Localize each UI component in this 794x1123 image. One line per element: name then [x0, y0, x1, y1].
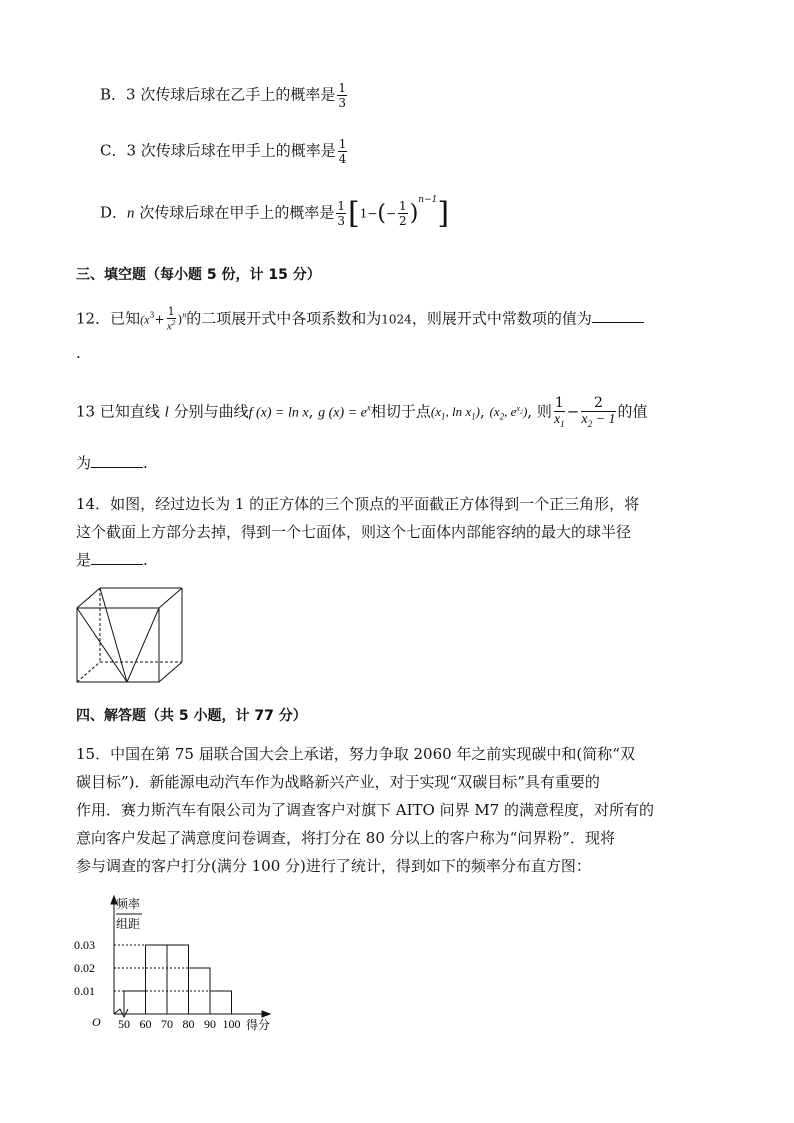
fraction-denominator: $x_2 - 1$ — [581, 412, 616, 429]
histogram-bar — [146, 945, 168, 1014]
q15-line1: 15．中国在第 75 届联合国大会上承诺，努力争取 2060 年之前实现碳中和(简称“双 — [76, 745, 635, 763]
fraction-denominator: 2 — [399, 214, 407, 228]
y-tick-label: 0.03 — [74, 938, 95, 952]
q13-f2-den-rest: − 1 — [592, 412, 616, 427]
option-b-text: B．3 次传球后球在乙手上的概率是 — [100, 85, 336, 104]
q13-p2-rest: , e — [504, 404, 517, 420]
y-label-top: 频率 — [116, 897, 141, 911]
q12-fraction — [167, 306, 176, 333]
q15-line5: 参与调查的客户打分(满分 100 分)进行了统计，得到如下的频率分布直方图： — [76, 857, 591, 875]
right-bracket: ] — [437, 196, 450, 231]
q14-line1: 14．如图，经过边长为 1 的正方体的三个顶点的平面截正方体得到一个正三角形，将 — [76, 495, 640, 513]
q13-l: l — [164, 404, 169, 421]
q13-p2: ($x_2$, $e^{x_2}$) — [489, 404, 528, 422]
fraction-denominator: 3 — [337, 214, 345, 228]
left-bracket: [ — [347, 196, 360, 231]
q15-line2: 碳目标”)．新能源电动汽车作为战略新兴产业，对于实现“双碳目标”具有重要的 — [76, 773, 600, 791]
option-c-fraction — [338, 138, 348, 165]
q13-minus: − — [566, 402, 580, 421]
x-tick-label: 80 — [182, 1017, 195, 1031]
y-tick-label: 0.02 — [74, 961, 95, 975]
cube-figure — [74, 586, 186, 686]
cube-hidden-edge — [77, 662, 100, 682]
q12-number: 12．已知 — [76, 309, 141, 328]
option-d — [100, 196, 449, 231]
fraction-numerator: 1 — [167, 305, 175, 318]
q13-fraction-2 — [581, 396, 615, 429]
q15-line3: 作用．赛力斯汽车有限公司为了调查客户对旗下 AITO 问界 M7 的满意程度，对所有的 — [76, 801, 655, 819]
fraction-numerator: 1 — [337, 199, 345, 213]
q13-tail: 的值 — [617, 402, 648, 421]
q12-exp: n — [182, 310, 187, 320]
right-paren: ) — [409, 201, 419, 226]
axis-break — [114, 1009, 128, 1017]
q13-p2-open: (x — [489, 404, 500, 420]
y-label-bottom: 组距 — [116, 917, 141, 931]
q13-p1-end: ) — [475, 404, 480, 420]
q12-value: 1024 — [381, 312, 412, 327]
section-edge — [127, 608, 159, 682]
option-b-fraction — [337, 82, 347, 109]
q12-close: ) — [177, 312, 183, 327]
q12-text2: ，则展开式中常数项的值为 — [411, 309, 592, 328]
x-tick-label: 70 — [161, 1017, 173, 1031]
section-3-heading: 三、填空题（每小题 5 份，计 15 分） — [76, 267, 321, 283]
q12-den-exp: 2 — [171, 319, 176, 327]
section-edge — [100, 588, 127, 682]
option-d-letter: D． — [100, 203, 128, 222]
left-paren: ( — [377, 201, 386, 226]
question-15 — [76, 740, 716, 880]
q13-g: g (x) = e — [318, 405, 367, 421]
q13-p1: ($x_1$, $\ln x_1$) — [430, 404, 480, 422]
fraction-numerator: 1 — [338, 81, 346, 95]
fraction-denominator: 3 — [338, 96, 346, 110]
option-d-exponent: n−1 — [418, 194, 438, 205]
q12-plus: + — [154, 312, 165, 327]
question-14 — [76, 490, 716, 574]
option-c-text: C．3 次传球后球在甲手上的概率是 — [100, 141, 336, 160]
q13-f2-den: x — [581, 412, 588, 427]
q13-fraction-1 — [554, 396, 565, 429]
answer-blank-12[interactable] — [592, 308, 644, 323]
x-tick-label: 90 — [204, 1017, 216, 1031]
option-d-inner-fraction — [398, 200, 408, 227]
section-edge — [77, 608, 127, 682]
x-tick-label: 50 — [118, 1017, 130, 1031]
x-axis-label: 得分 — [246, 1018, 271, 1032]
cube-edge — [159, 662, 182, 682]
q14-line2: 这个截面上方部分去掉，得到一个七面体，则这个七面体内部能容纳的最大的球半径 — [76, 523, 632, 541]
frequency-histogram — [70, 894, 290, 1034]
q13-part1: 13 已知直线 — [76, 402, 160, 421]
y-tick-label: 0.01 — [74, 984, 95, 998]
fraction-denominator: $x_1$ — [553, 412, 565, 429]
option-d-inner-minus: − — [385, 206, 397, 221]
answer-blank-13[interactable] — [91, 453, 143, 468]
q15-line4: 意向客户发起了满意度问卷调查，将打分在 80 分以上的客户称为“问界粉”．现将 — [76, 829, 615, 847]
x-tick-label: 100 — [222, 1017, 241, 1031]
fraction-denominator — [167, 319, 176, 333]
q13-line2 — [76, 452, 148, 473]
q13-end: . — [143, 454, 148, 472]
cube-edge — [77, 588, 100, 608]
option-d-fraction — [336, 200, 346, 227]
fraction-numerator: 1 — [554, 395, 564, 411]
q13-part2: 分别与曲线 — [173, 402, 249, 421]
option-d-text: 次传球后球在甲手上的概率是 — [139, 203, 335, 222]
q13-then: 则 — [536, 402, 552, 421]
q14-line3-text: 是 — [76, 551, 92, 569]
q12-den-base: x — [166, 320, 172, 333]
option-d-n: n — [127, 205, 135, 222]
question-12: 12．已知($x^3+$ $\frac{1}{x^2}$ )$^n$的二项展开式中各项系数和为1024，则展开式中常数项的值为 — [76, 306, 644, 333]
q13-g-exp: x — [366, 402, 371, 413]
q13-f1-den: x — [553, 412, 561, 427]
fraction-numerator: 1 — [338, 137, 347, 151]
question-13: 13 已知直线 l 分别与曲线f (x) = ln x, g $(x) = e^x$相切于点($x_1$, $\ln x_1$), ($x_2$, $e^{x_2}$), 则 $\frac{1}{x_1}$ − $\frac{2}{x_2 - 1}$ 的值 — [76, 395, 648, 429]
x-tick-label: 60 — [139, 1017, 152, 1031]
q13-f: f (x) = ln x — [248, 405, 309, 421]
section-4-heading: 四、解答题（共 5 小题，计 77 分） — [76, 708, 307, 724]
q13-part3: 相切于点 — [370, 402, 431, 421]
q13-line2-text: 为 — [76, 454, 92, 472]
q14-end: . — [143, 551, 148, 569]
q12-text: 的二项展开式中各项系数和为 — [186, 309, 382, 328]
q13-p1-open: (x — [430, 404, 441, 420]
option-d-one: 1 — [359, 206, 368, 221]
option-c — [100, 138, 349, 165]
option-b — [100, 82, 349, 109]
q12-tail: . — [76, 344, 81, 362]
q13-p1-rest: , ln x — [445, 404, 472, 420]
histogram-bar — [167, 945, 189, 1014]
fraction-numerator: 2 — [581, 396, 615, 412]
origin-label: O — [92, 1015, 101, 1029]
option-d-minus: − — [367, 206, 378, 221]
answer-blank-14[interactable] — [91, 550, 143, 565]
q13-p2-end: ) — [522, 404, 528, 420]
cube-edge — [159, 588, 182, 608]
q12-base: (x — [140, 312, 150, 327]
fraction-denominator: 4 — [338, 152, 347, 166]
fraction-numerator: 1 — [399, 199, 407, 213]
x-axis-arrow — [262, 1011, 270, 1017]
histogram-bar — [210, 991, 232, 1014]
q14-line3 — [76, 546, 716, 574]
